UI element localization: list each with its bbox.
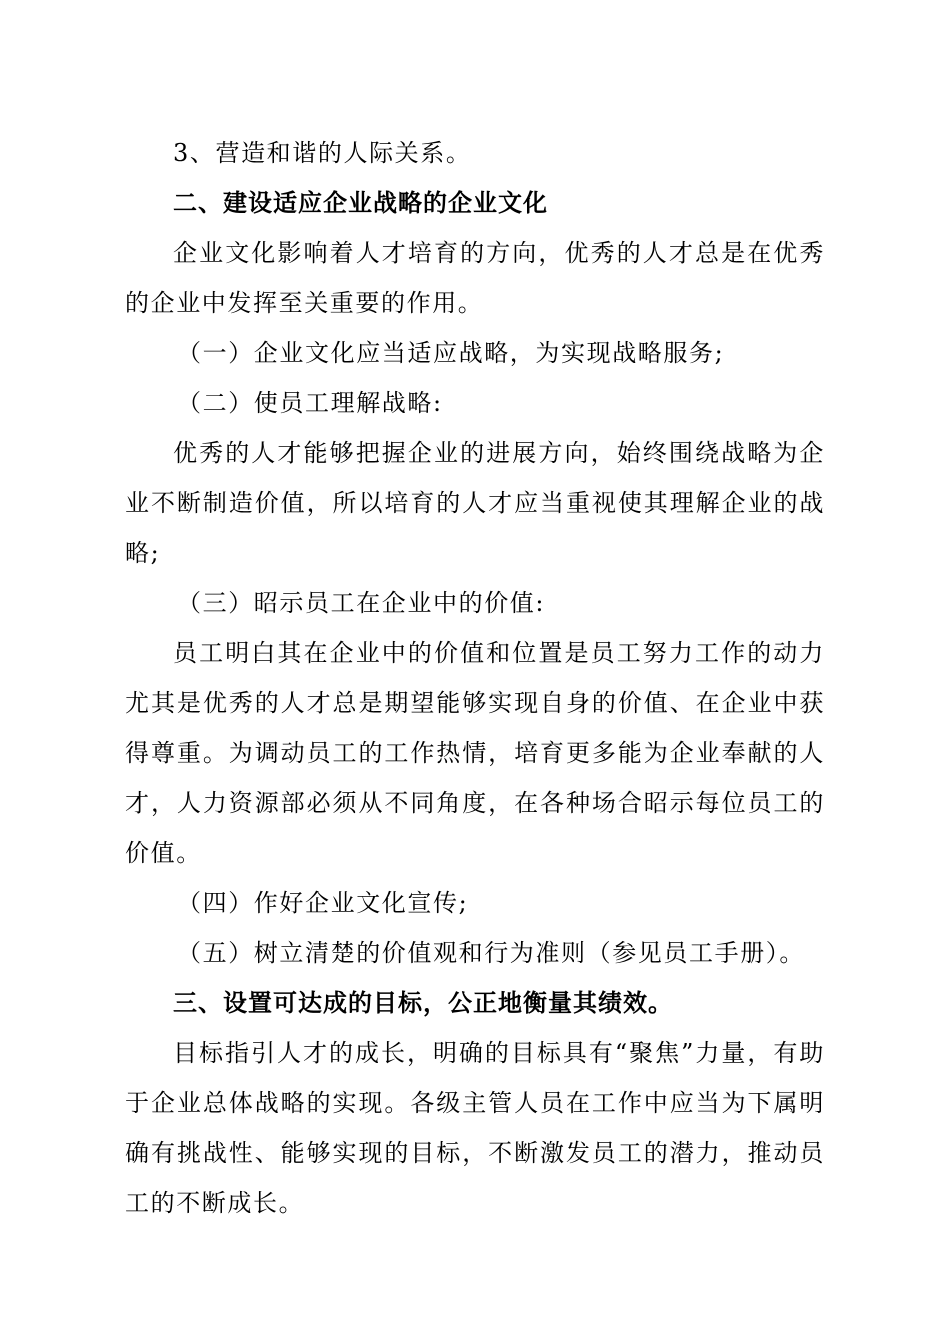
- list-item-3: 3、营造和谐的人际关系。: [173, 139, 472, 167]
- section-heading-3: 三、设置可达成的目标，公正地衡量其绩效。: [173, 989, 673, 1017]
- subitem-2: （二）使员工理解战略:: [177, 389, 443, 417]
- paragraph-strategy: 优秀的人才能够把握企业的进展方向，始终围绕战略为企业不断制造价值，所以培育的人才应当重视使其理解企业的战略;: [125, 439, 825, 567]
- subitem-1: （一）企业文化应当适应战略，为实现战略服务;: [177, 339, 725, 367]
- subitem-5: （五）树立清楚的价值观和行为准则（参见员工手册）。: [177, 939, 805, 967]
- paragraph-goals: 目标指引人才的成长，明确的目标具有“聚焦”力量，有助于企业总体战略的实现。各级主管人员在工作中应当为下属明确有挑战性、能够实现的目标，不断激发员工的潜力，推动员工的不断成长。: [125, 1039, 825, 1217]
- paragraph-culture-intro: 企业文化影响着人才培育的方向，优秀的人才总是在优秀的企业中发挥至关重要的作用。: [125, 239, 825, 317]
- subitem-3: （三）昭示员工在企业中的价值:: [177, 589, 546, 617]
- section-heading-2: 二、建设适应企业战略的企业文化: [173, 189, 548, 217]
- paragraph-value: 员工明白其在企业中的价值和位置是员工努力工作的动力尤其是优秀的人才总是期望能够实现自身的价值、在企业中获得尊重。为调动员工的工作热情，培育更多能为企业奉献的人才，人力资源部必须从不同角度，在各种场合昭示每位员工的价值。: [125, 639, 825, 867]
- document-body: [125, 128, 825, 1228]
- subitem-4: （四）作好企业文化宣传;: [177, 889, 469, 917]
